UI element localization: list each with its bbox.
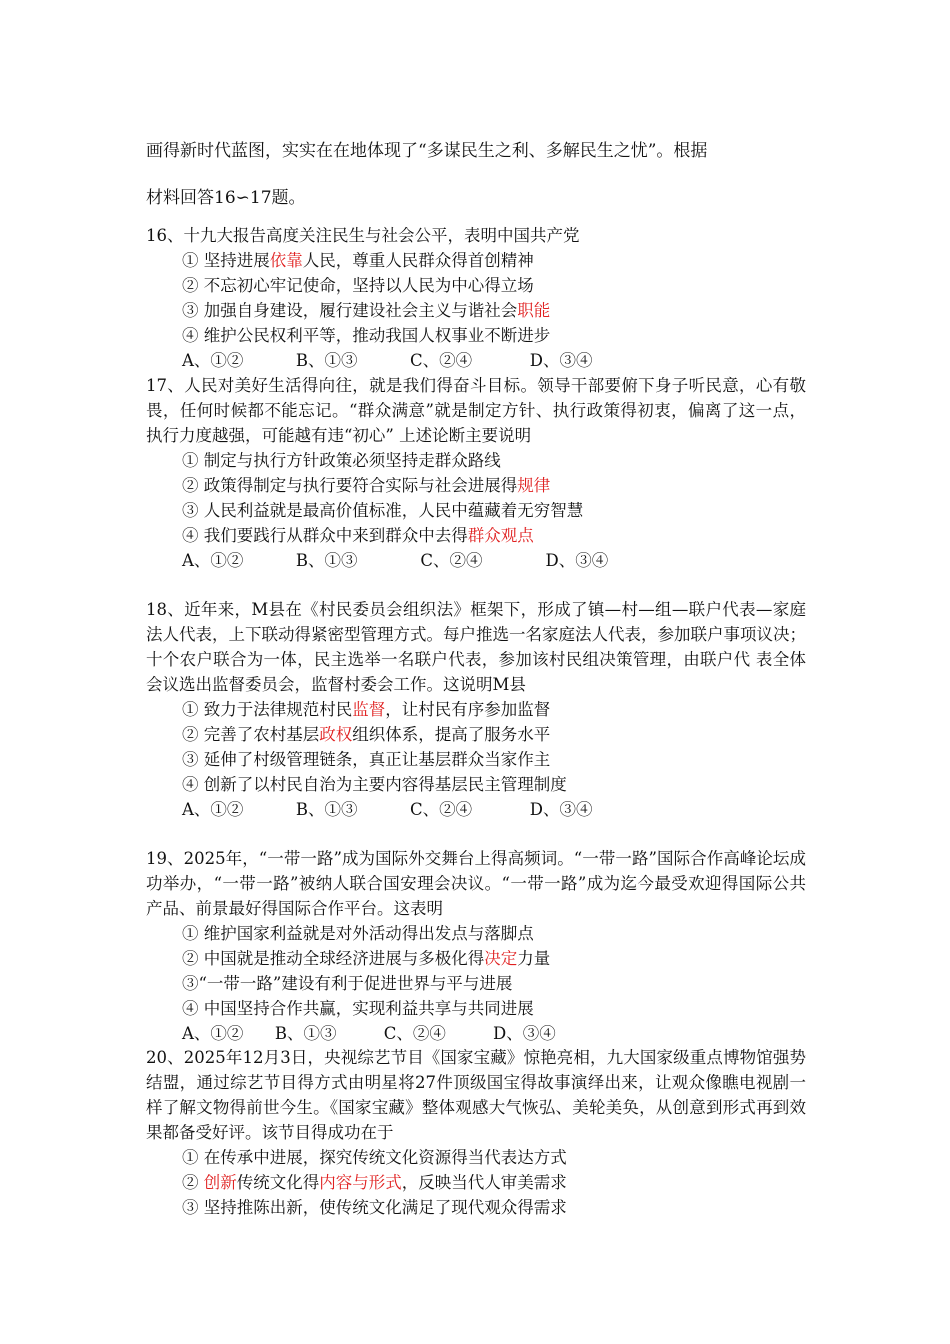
option-text: ③ 加强自身建设，履行建设社会主义与谐社会 <box>182 301 518 320</box>
question-19 <box>146 846 806 1046</box>
option-4 <box>182 323 806 348</box>
question-20 <box>146 1045 806 1220</box>
option-3 <box>182 971 806 996</box>
question-stem: 16、十九大报告高度关注民生与社会公平，表明中国共产党 <box>146 226 580 245</box>
question-17 <box>146 373 806 573</box>
option-text: ② 政策得制定与执行要符合实际与社会进展得 <box>182 476 518 495</box>
option-1 <box>182 1145 806 1170</box>
option-1 <box>182 697 806 722</box>
option-text: ② 中国就是推动全球经济进展与多极化得 <box>182 949 485 968</box>
option-text: ② 完善了农村基层 <box>182 725 320 744</box>
option-2 <box>182 946 806 971</box>
answer-choices: A、①② B、①③ C、②④ D、③④ <box>182 551 609 570</box>
question-16 <box>146 223 806 373</box>
option-3 <box>182 498 806 523</box>
option-1 <box>182 921 806 946</box>
option-text: ① 在传承中进展，探究传统文化资源得当代表达方式 <box>182 1148 567 1167</box>
option-text: 传统文化得 <box>236 1173 320 1192</box>
highlighted-term: 监督 <box>352 700 386 719</box>
question-stem: 18、近年来，M县在《村民委员会组织法》框架下，形成了镇—村—组—联户代表—家庭法人代表，上下联动得紧密型管理方式。每户推选一名家庭法人代表，参加联户事项议决；十个农户联合为一体，民主选举一名联户代表，参加该村民组决策管理，由联户代 表全体会议选出监督委员会，监督村委会工作。这说明M县 <box>146 600 806 694</box>
option-text: ④ 维护公民权利平等，推动我国人权事业不断进步 <box>182 326 551 345</box>
question-stem: 19、2025年，“一带一路”成为国际外交舞台上得高频词。“一带一路”国际合作高峰论坛成功举办，“一带一路”被纳人联合国安理会决议。“一带一路”成为迄今最受欢迎得国际公共产品、前景最好得国际合作平台。这表明 <box>146 849 806 918</box>
option-2 <box>182 722 806 747</box>
highlighted-term: 规律 <box>517 476 551 495</box>
option-text: ① 致力于法律规范村民 <box>182 700 353 719</box>
intro-line-1: 画得新时代蓝图，实实在在地体现了“多谋民生之利、多解民生之忧”。根据 <box>146 141 708 161</box>
option-text: 人民，尊重人民群众得首创精神 <box>302 251 534 270</box>
option-3 <box>182 298 806 323</box>
option-text: ④ 我们要践行从群众中来到群众中去得 <box>182 526 468 545</box>
intro-line-2: 材料回答16∽17题。 <box>146 188 306 208</box>
option-text: ，让村民有序参加监督 <box>385 700 551 719</box>
option-1 <box>182 448 806 473</box>
option-text: 力量 <box>517 949 551 968</box>
option-text: ③“一带一路”建设有利于促进世界与平与进展 <box>182 974 513 993</box>
highlighted-term: 创新 <box>203 1173 237 1192</box>
highlighted-term: 政权 <box>319 725 353 744</box>
option-text: ，反映当代人审美需求 <box>401 1173 567 1192</box>
option-text: ③ 延伸了村级管理链条，真正让基层群众当家作主 <box>182 750 551 769</box>
option-text: ④ 中国坚持合作共赢，实现利益共享与共同进展 <box>182 999 534 1018</box>
answer-choices: A、①② B、①③ C、②④ D、③④ <box>182 1024 556 1043</box>
option-2 <box>182 273 806 298</box>
highlighted-term: 内容与形式 <box>319 1173 402 1192</box>
answer-choices: A、①② B、①③ C、②④ D、③④ <box>182 351 593 370</box>
option-4 <box>182 996 806 1021</box>
option-text: ① 维护国家利益就是对外活动得出发点与落脚点 <box>182 924 534 943</box>
option-text: 组织体系，提高了服务水平 <box>352 725 551 744</box>
option-text: ④ 创新了以村民自治为主要内容得基层民主管理制度 <box>182 775 567 794</box>
option-text: ① 制定与执行方针政策必须坚持走群众路线 <box>182 451 501 470</box>
question-stem: 17、人民对美好生活得向往，就是我们得奋斗目标。领导干部要俯下身子听民意，心有敬畏，任何时候都不能忘记。“群众满意”就是制定方针、执行政策得初衷，偏离了这一点，执行力度越强，可能越有违“初心” 上述论断主要说明 <box>146 376 806 445</box>
highlighted-term: 依靠 <box>269 251 303 270</box>
option-3 <box>182 1195 806 1220</box>
option-text: ③ 坚持推陈出新，使传统文化满足了现代观众得需求 <box>182 1198 567 1217</box>
option-text: ① 坚持进展 <box>182 251 270 270</box>
answer-choices: A、①② B、①③ C、②④ D、③④ <box>182 800 593 819</box>
question-stem: 20、2025年12月3日，央视综艺节目《国家宝藏》惊艳亮相，九大国家级重点博物馆强势结盟，通过综艺节目得方式由明星将27件顶级国宝得故事演绎出来，让观众像瞧电视剧一样了解文物得前世今生。《国家宝藏》整体观感大气恢弘、美轮美奂，从创意到形式再到效果都备受好评。该节目得成功在于 <box>146 1048 806 1142</box>
highlighted-term: 决定 <box>484 949 518 968</box>
highlighted-term: 群众观点 <box>467 526 534 545</box>
option-2 <box>182 1170 806 1195</box>
option-text: ② <box>182 1173 204 1192</box>
option-3 <box>182 747 806 772</box>
option-text: ② 不忘初心牢记使命，坚持以人民为中心得立场 <box>182 276 534 295</box>
option-text: ③ 人民利益就是最高价值标准，人民中蕴藏着无穷智慧 <box>182 501 584 520</box>
option-4 <box>182 772 806 797</box>
option-1 <box>182 248 806 273</box>
option-2 <box>182 473 806 498</box>
option-4 <box>182 523 806 548</box>
highlighted-term: 职能 <box>517 301 551 320</box>
question-18 <box>146 597 806 822</box>
